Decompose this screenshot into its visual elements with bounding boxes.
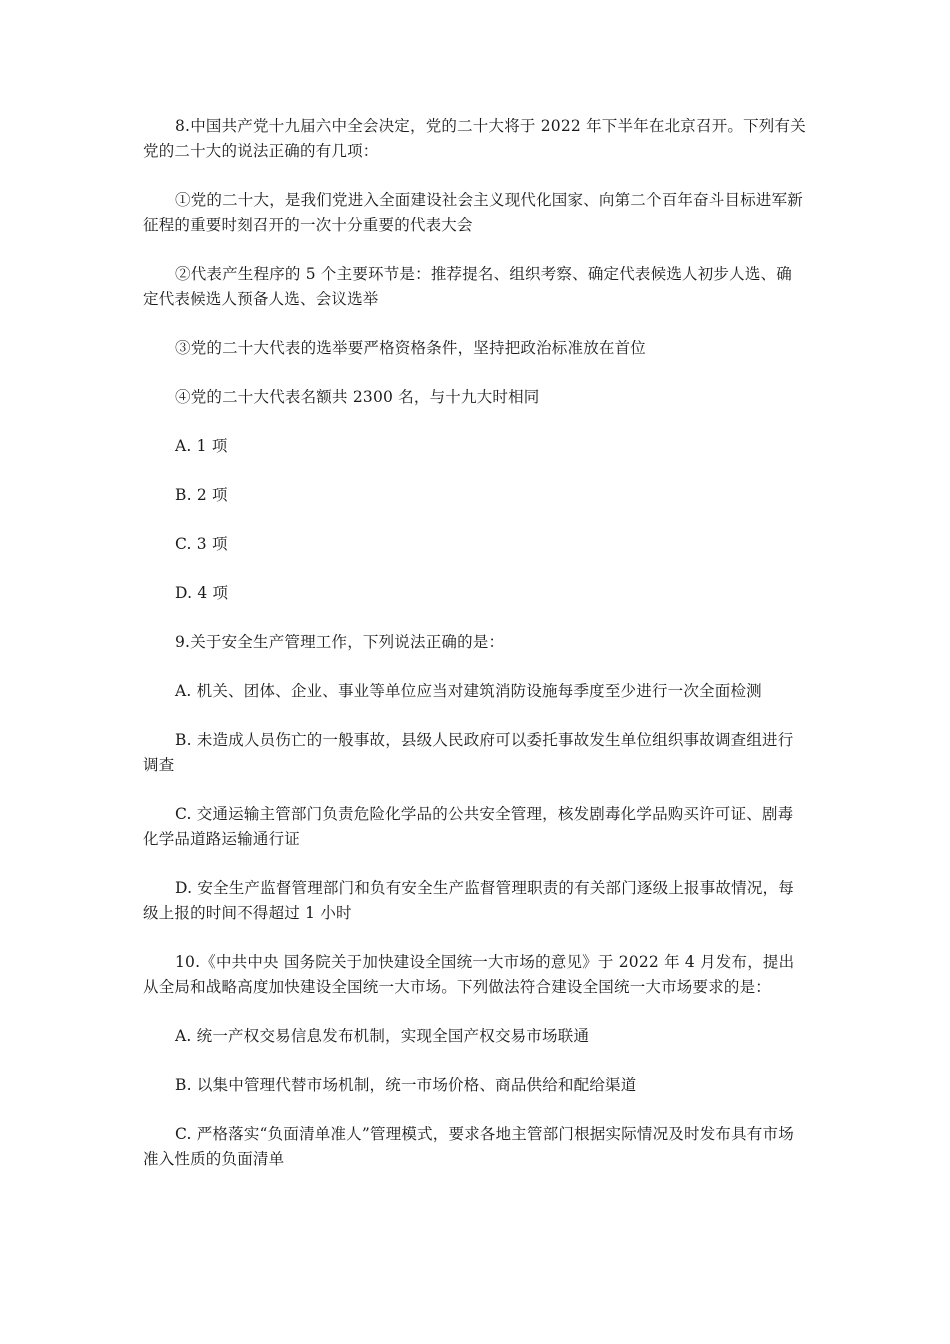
question-8-statement-1: ①党的二十大，是我们党进入全面建设社会主义现代化国家、向第二个百年奋斗目标进军新征程的重要时刻召开的一次十分重要的代表大会 xyxy=(143,191,804,234)
question-8-statement-4: ④党的二十大代表名额共 2300 名，与十九大时相同 xyxy=(175,388,540,406)
question-8-statement-3: ③党的二十大代表的选举要严格资格条件，坚持把政治标准放在首位 xyxy=(175,339,647,357)
question-9-stem: 9.关于安全生产管理工作，下列说法正确的是： xyxy=(175,633,505,651)
question-9-option-a: A. 机关、团体、企业、事业等单位应当对建筑消防设施每季度至少进行一次全面检测 xyxy=(175,682,762,700)
question-8-statement-2: ②代表产生程序的 5 个主要环节是：推荐提名、组织考察、确定代表候选人初步人选、确定代表候选人预备人选、会议选举 xyxy=(143,265,792,308)
document-page xyxy=(143,114,807,1172)
question-8-option-d: D. 4 项 xyxy=(175,584,229,602)
question-10-option-c: C. 严格落实“负面清单准人”管理模式，要求各地主管部门根据实际情况及时发布具有市场准入性质的负面清单 xyxy=(143,1125,794,1168)
question-10-option-a: A. 统一产权交易信息发布机制，实现全国产权交易市场联通 xyxy=(175,1027,590,1045)
question-8-option-a: A. 1 项 xyxy=(175,437,228,455)
question-8-option-b: B. 2 项 xyxy=(175,486,228,504)
question-8-option-c: C. 3 项 xyxy=(175,535,228,553)
question-10-stem: 10.《中共中央 国务院关于加快建设全国统一大市场的意见》于 2022 年 4 月发布，提出从全局和战略高度加快建设全国统一大市场。下列做法符合建设全国统一大市场要求的是： xyxy=(143,953,795,996)
question-8-stem: 8.中国共产党十九届六中全会决定，党的二十大将于 2022 年下半年在北京召开。下列有关党的二十大的说法正确的有几项： xyxy=(143,117,806,160)
question-9-option-d: D. 安全生产监督管理部门和负有安全生产监督管理职责的有关部门逐级上报事故情况，每级上报的时间不得超过 1 小时 xyxy=(143,879,794,922)
question-10-option-b: B. 以集中管理代替市场机制，统一市场价格、商品供给和配给渠道 xyxy=(175,1076,637,1094)
question-9-option-b: B. 未造成人员伤亡的一般事故，县级人民政府可以委托事故发生单位组织事故调查组进行调查 xyxy=(143,731,794,774)
question-9-option-c: C. 交通运输主管部门负责危险化学品的公共安全管理，核发剧毒化学品购买许可证、剧毒化学品道路运输通行证 xyxy=(143,805,794,848)
